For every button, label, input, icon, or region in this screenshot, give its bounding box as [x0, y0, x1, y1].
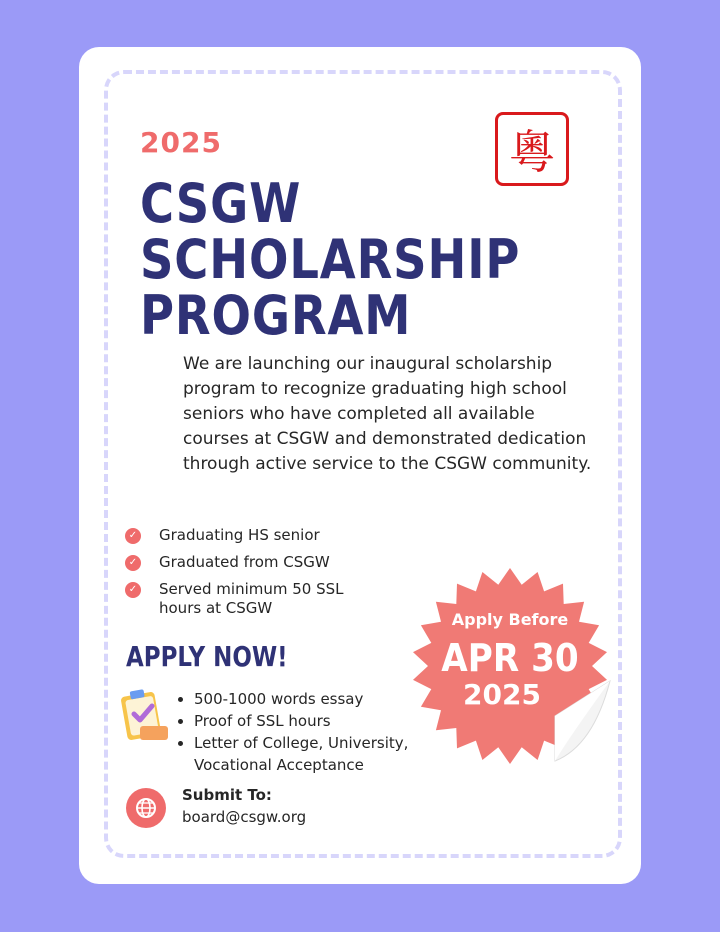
deadline-year: 2025 — [463, 678, 541, 711]
document-item: 500-1000 words essay — [178, 688, 424, 710]
documents-list — [178, 688, 424, 776]
title-line: PROGRAM — [140, 284, 412, 347]
document-text: Letter of College, University, Vocational Acceptance — [194, 734, 409, 774]
submit-label: Submit To: — [182, 786, 272, 804]
intro-paragraph: We are launching our inaugural scholarship program to recognize graduating high school seniors who have completed all available courses at CSGW and demonstrated dedication through active service to the CSGW community. — [183, 354, 592, 474]
title-line: CSGW — [140, 172, 302, 235]
requirement-item — [125, 580, 379, 618]
deadline-date: APR 30 — [441, 636, 579, 680]
deadline-text — [405, 566, 615, 776]
document-item: Proof of SSL hours — [178, 710, 424, 732]
requirement-text: Graduated from CSGW — [159, 553, 330, 571]
check-icon: ✓ — [125, 555, 141, 571]
clipboard-icon — [118, 686, 174, 746]
requirement-item — [125, 526, 379, 545]
title-line: SCHOLARSHIP — [140, 228, 521, 291]
seal-character: 粵 — [509, 125, 555, 179]
apply-now-heading: APPLY NOW! — [126, 640, 288, 673]
check-icon: ✓ — [125, 582, 141, 598]
submit-email-link[interactable]: board@csgw.org — [182, 808, 307, 826]
year-label: 2025 — [140, 126, 222, 159]
check-icon: ✓ — [125, 528, 141, 544]
requirement-text: Graduating HS senior — [159, 526, 320, 544]
page-title — [140, 172, 521, 347]
requirement-item — [125, 553, 379, 572]
globe-icon — [126, 788, 166, 828]
document-item — [178, 732, 424, 776]
deadline-label: Apply Before — [451, 610, 569, 629]
requirement-text: Served minimum 50 SSL hours at CSGW — [159, 580, 344, 617]
requirements-list — [125, 526, 379, 626]
seal-icon — [495, 112, 569, 186]
